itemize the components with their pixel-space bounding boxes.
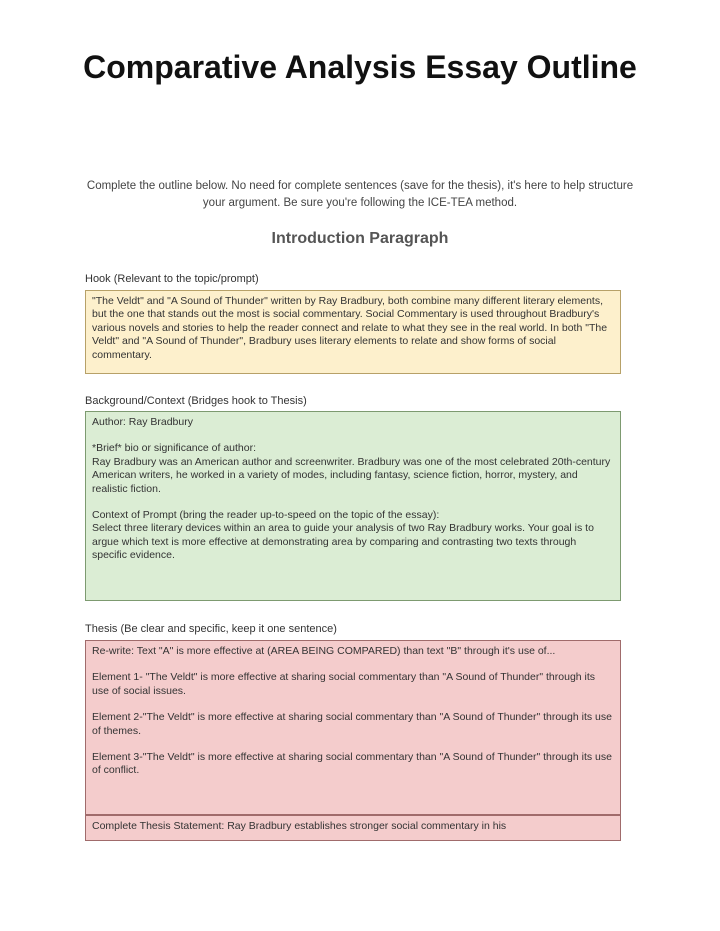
context-block: [92, 509, 614, 563]
thesis-element-3: Element 3-"The Veldt" is more effective at sharing social commentary than "A Sound of Thunder" through its use of conflict.: [92, 751, 612, 777]
thesis-element-1: Element 1- "The Veldt" is more effective at sharing social commentary than "A Sound of Thunder" through its use of social issues.: [92, 671, 596, 697]
complete-thesis-box[interactable]: [85, 815, 621, 841]
hook-box[interactable]: [85, 290, 621, 374]
thesis-rewrite: Re-write: Text "A" is more effective at (AREA BEING COMPARED) than text "B" through it's use of...: [92, 645, 556, 657]
bio-block: [92, 442, 614, 496]
thesis-element-2: Element 2-"The Veldt" is more effective at sharing social commentary than "A Sound of Thunder" through its use of themes.: [92, 711, 612, 737]
section-heading: Introduction Paragraph: [271, 230, 449, 247]
hook-text: "The Veldt" and "A Sound of Thunder" written by Ray Bradbury, both combine many different literary elements, but the one that stands out the most is social commentary. Social Commentary is used throughout Bradbury's various novels and stories to help the reader connect and relate to what they see in the real world. In both "The Veldt" and "A Sound of Thunder", Bradbury uses literary elements to relate and show forms of social commentary.: [92, 295, 608, 361]
background-box[interactable]: [85, 411, 621, 601]
context-label: Context of Prompt (bring the reader up-to-speed on the topic of the essay):: [92, 509, 440, 522]
author-line: Author: Ray Bradbury: [92, 416, 193, 428]
bio-label: *Brief* bio or significance of author:: [92, 442, 257, 455]
thesis-label: Thesis (Be clear and specific, keep it one sentence): [85, 623, 337, 635]
complete-thesis-text: Complete Thesis Statement: Ray Bradbury establishes stronger social commentary in his: [92, 820, 507, 832]
instructions: Complete the outline below. No need for complete sentences (save for the thesis), it's here to help structure your argument. Be sure you're following the ICE-TEA method.: [86, 180, 634, 209]
background-label: Background/Context (Bridges hook to Thesis): [85, 395, 307, 407]
page-title: Comparative Analysis Essay Outline: [83, 49, 637, 85]
bio-text: Ray Bradbury was an American author and screenwriter. Bradbury was one of the most celebrated 20th-century American writers, he worked in a variety of modes, including fantasy, science fiction, horror, mystery, and realistic fiction.: [92, 455, 611, 495]
hook-label: Hook (Relevant to the topic/prompt): [85, 273, 259, 285]
context-text: Select three literary devices within an area to guide your analysis of two Ray Bradbury works. Your goal is to argue which text is more effective at demonstrating area by comparing and contrasting two texts through specific evidence.: [92, 522, 594, 562]
thesis-box[interactable]: [85, 640, 621, 815]
